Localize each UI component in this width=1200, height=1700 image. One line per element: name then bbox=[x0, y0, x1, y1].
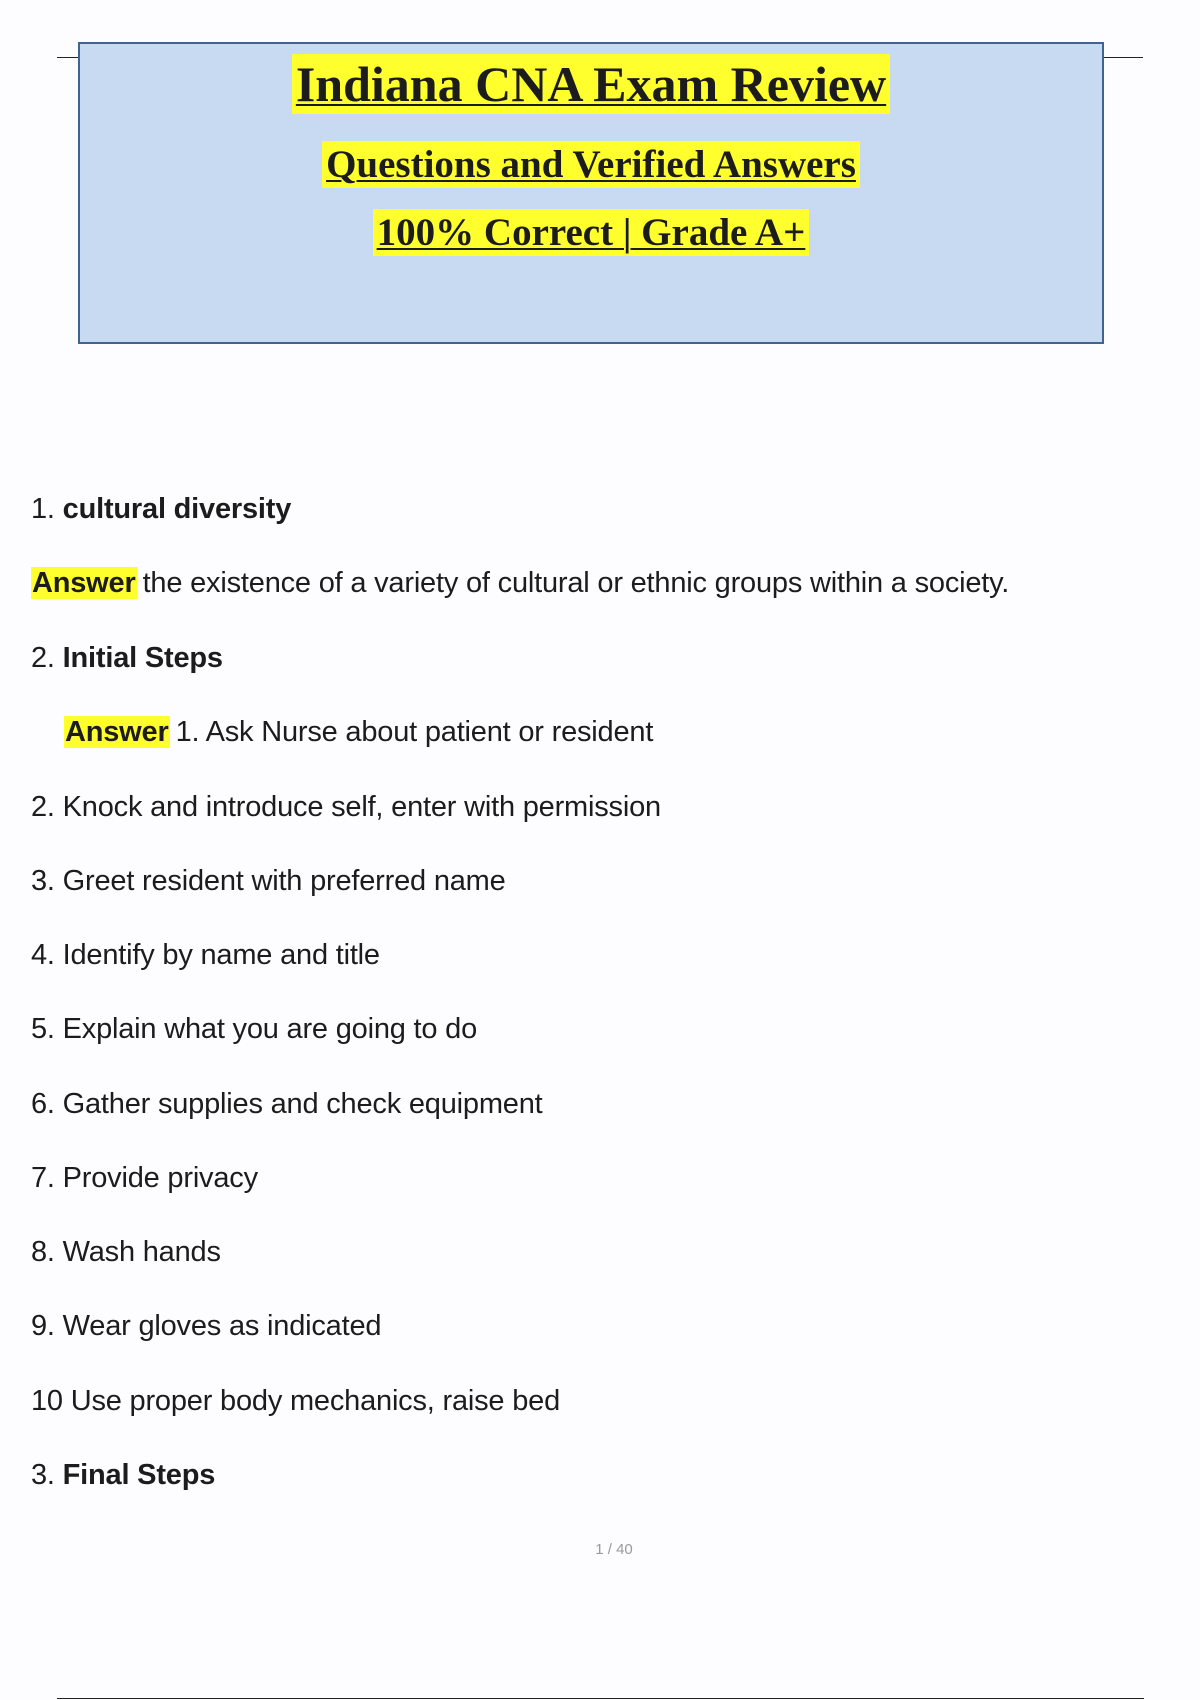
top-rule-left bbox=[57, 57, 79, 58]
step-item: 10 Use proper body mechanics, raise bed bbox=[31, 1385, 560, 1417]
answer-label: Answer bbox=[65, 716, 169, 748]
top-rule-right bbox=[1104, 57, 1143, 58]
document-subtitle: Questions and Verified Answers bbox=[80, 141, 1102, 189]
question-2: 2. Initial Steps bbox=[31, 642, 223, 674]
step-item: 8. Wash hands bbox=[31, 1236, 221, 1268]
grade-line: 100% Correct | Grade A+ bbox=[80, 209, 1102, 257]
answer-1 bbox=[31, 565, 1009, 601]
answer-label: Answer bbox=[32, 567, 136, 599]
question-1-term: cultural diversity bbox=[62, 493, 292, 525]
answer-1-text: the existence of a variety of cultural or ethnic groups within a society. bbox=[142, 567, 1010, 599]
step-item: 2. Knock and introduce self, enter with permission bbox=[31, 791, 661, 823]
step-item: 5. Explain what you are going to do bbox=[31, 1013, 478, 1045]
step-item: 9. Wear gloves as indicated bbox=[31, 1310, 382, 1342]
question-3-term: Final Steps bbox=[62, 1459, 216, 1491]
document-title: Indiana CNA Exam Review bbox=[80, 54, 1102, 114]
step-item: 3. Greet resident with preferred name bbox=[31, 865, 506, 897]
title-box bbox=[78, 42, 1104, 344]
step-item: 4. Identify by name and title bbox=[31, 939, 380, 971]
answer-2-first-step: 1. Ask Nurse about patient or resident bbox=[175, 716, 654, 748]
answer-2 bbox=[64, 714, 653, 750]
page-indicator: 1 / 40 bbox=[595, 1541, 633, 1558]
question-2-term: Initial Steps bbox=[62, 642, 223, 674]
question-1: 1. cultural diversity bbox=[31, 493, 292, 525]
step-item: 6. Gather supplies and check equipment bbox=[31, 1088, 543, 1120]
step-item: 7. Provide privacy bbox=[31, 1162, 258, 1194]
question-3: 3. Final Steps bbox=[31, 1459, 216, 1491]
bottom-rule bbox=[57, 1698, 1144, 1699]
